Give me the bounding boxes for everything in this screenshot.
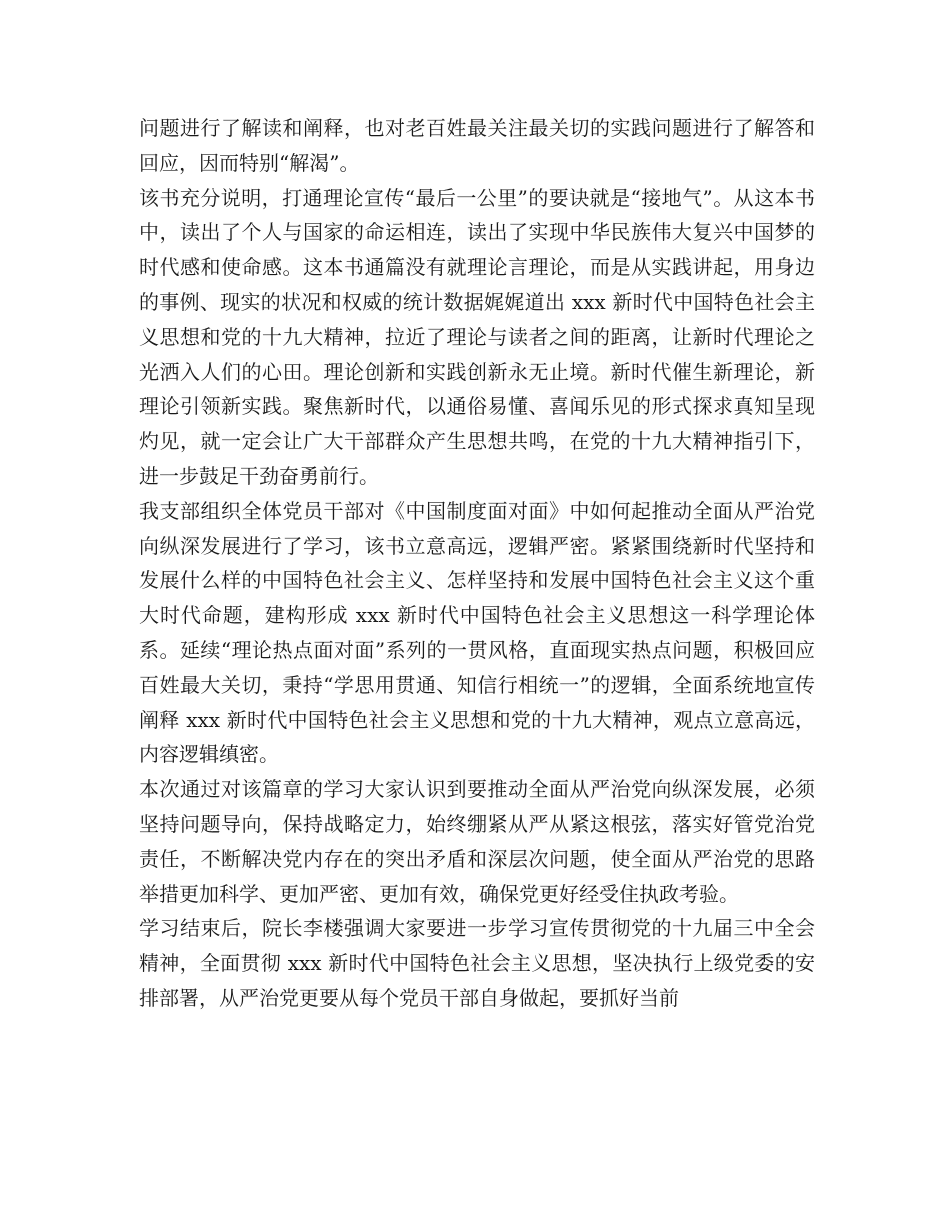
document-body xyxy=(139,111,815,1016)
paragraph-1: 问题进行了解读和阐释，也对老百姓最关注最关切的实践问题进行了解答和回应，因而特别“解渴”。 xyxy=(139,116,815,175)
paragraph-4: 本次通过对该篇章的学习大家认识到要推动全面从严治党向纵深发展，必须坚持问题导向，保持战略定力，始终绷紧从严从紧这根弦，落实好管党治党责任，不断解决党内存在的突出矛盾和深层次问题，使全面从严治党的思路举措更加科学、更加严密、更加有效，确保党更好经受住执政考验。 xyxy=(139,777,815,906)
paragraph-5: 学习结束后，院长李楼强调大家要进一步学习宣传贯彻党的十九届三中全会精神，全面贯彻 xxx 新时代中国特色社会主义思想，坚决执行上级党委的安排部署，从严治党更要从每个党员干部自身做起，要抓好当前 xyxy=(139,916,815,1010)
paragraph-3: 我支部组织全体党员干部对《中国制度面对面》中如何起推动全面从严治党向纵深发展进行了学习，该书立意高远，逻辑严密。紧紧围绕新时代坚持和发展什么样的中国特色社会主义、怎样坚持和发展中国特色社会主义这个重大时代命题，建构形成 xxx 新时代中国特色社会主义思想这一科学理论体系。延续“理论热点面对面”系列的一贯风格，直面现实热点问题，积极回应百姓最大关切，秉持“学思用贯通、知信行相统一”的逻辑，全面系统地宣传阐释 xxx 新时代中国特色社会主义思想和党的十九大精神，观点立意高远，内容逻辑缜密。 xyxy=(139,498,815,767)
paragraph-2: 该书充分说明，打通理论宣传“最后一公里”的要诀就是“接地气”。从这本书中，读出了个人与国家的命运相连，读出了实现中华民族伟大复兴中国梦的时代感和使命感。这本书通篇没有就理论言理论，而是从实践讲起，用身边的事例、现实的状况和权威的统计数据娓娓道出 xxx 新时代中国特色社会主义思想和党的十九大精神，拉近了理论与读者之间的距离，让新时代理论之光洒入人们的心田。理论创新和实践创新永无止境。新时代催生新理论，新理论引领新实践。聚焦新时代，以通俗易懂、喜闻乐见的形式探求真知呈现灼见，就一定会让广大干部群众产生思想共鸣，在党的十九大精神指引下，进一步鼓足干劲奋勇前行。 xyxy=(139,185,815,488)
